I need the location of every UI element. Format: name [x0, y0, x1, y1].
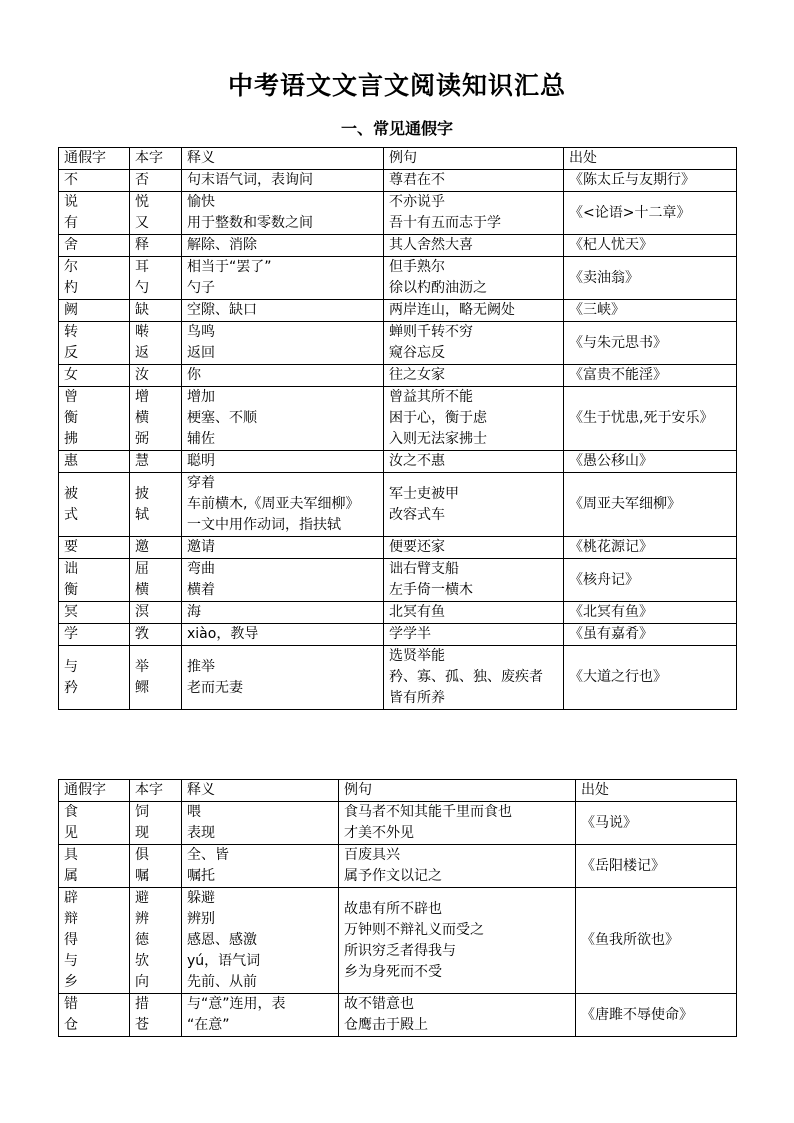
cell-liju: [384, 170, 564, 192]
cell-liju-line: 汝之不惠: [389, 453, 445, 469]
cell-tongjiazi-line: 见: [64, 825, 78, 841]
cell-benzi-line: 饲: [135, 804, 149, 820]
cell-liju: [339, 802, 576, 845]
header-benzi: 本字: [130, 148, 182, 170]
cell-benzi: [130, 646, 182, 710]
table-row: [59, 192, 737, 235]
table-row: [59, 322, 737, 365]
cell-benzi-line: 横: [135, 582, 149, 598]
cell-shiyi: [182, 559, 384, 602]
cell-tongjiazi-line: 学: [64, 626, 78, 642]
cell-chuchu: 《富贵不能淫》: [564, 365, 737, 387]
cell-tongjiazi-line: 冥: [64, 604, 78, 620]
cell-tongjiazi-line: 矜: [64, 679, 78, 696]
cell-benzi-line: 返: [135, 345, 149, 361]
cell-shiyi-line: 你: [187, 367, 201, 383]
cell-liju-line: 百废具兴: [344, 847, 400, 863]
cell-liju: [384, 365, 564, 387]
cell-shiyi-line: 聪明: [187, 453, 215, 469]
cell-benzi: [130, 994, 182, 1037]
cell-tongjiazi-line: 得: [64, 932, 78, 948]
cell-chuchu: 《鱼我所欲也》: [576, 888, 737, 994]
cell-shiyi: [182, 300, 384, 322]
cell-tongjiazi-line: 乡: [64, 974, 78, 990]
cell-shiyi: [182, 451, 384, 473]
cell-benzi-line: 慧: [135, 453, 149, 469]
cell-chuchu: 《岳阳楼记》: [576, 845, 737, 888]
cell-benzi-line: 现: [135, 825, 149, 841]
cell-tongjiazi-line: 杓: [64, 280, 78, 296]
cell-shiyi-line: 辅佐: [187, 431, 215, 447]
cell-shiyi-line: 躲避: [187, 890, 215, 906]
cell-benzi: [130, 257, 182, 300]
cell-liju-line: 乡为身死而不受: [344, 963, 442, 980]
cell-benzi-line: 敩: [135, 626, 149, 642]
cell-benzi-line: 避: [135, 890, 149, 906]
cell-chuchu: 《愚公移山》: [564, 451, 737, 473]
cell-benzi: [130, 170, 182, 192]
cell-chuchu: 《与朱元思书》: [564, 322, 737, 365]
cell-shiyi-line: 句末语气词，表询问: [187, 172, 313, 188]
cell-tongjiazi-line: 错: [64, 996, 78, 1012]
cell-shiyi-line: 表现: [187, 825, 215, 841]
cell-liju-line: 蝉则千转不穷: [389, 324, 473, 340]
cell-tongjiazi-line: 惠: [64, 453, 78, 469]
cell-benzi: [130, 802, 182, 845]
table-row: [59, 646, 737, 710]
cell-shiyi-line: yú，语气词: [187, 953, 261, 969]
cell-benzi-line: 苍: [135, 1017, 149, 1033]
cell-shiyi-line: 车前横木,《周亚夫军细柳》: [187, 496, 360, 512]
cell-tongjiazi: [59, 170, 130, 192]
cell-liju-line: 诎右臂支船: [389, 561, 459, 577]
cell-liju-line: 才美不外见: [344, 825, 414, 841]
cell-chuchu: 《三峡》: [564, 300, 737, 322]
cell-tongjiazi: [59, 537, 130, 559]
section-heading: 一、常见通假字: [340, 119, 453, 138]
cell-liju-line: 但手熟尔: [389, 259, 445, 275]
cell-shiyi-line: 增加: [187, 389, 215, 405]
table-row: [59, 602, 737, 624]
cell-benzi-line: 增: [135, 389, 149, 405]
cell-liju-line: 其人舍然大喜: [389, 237, 473, 253]
cell-benzi: [130, 322, 182, 365]
cell-benzi: [130, 192, 182, 235]
cell-chuchu: 《杞人忧天》: [564, 235, 737, 257]
cell-liju: [384, 322, 564, 365]
cell-shiyi: [182, 387, 384, 451]
table-row: [59, 537, 737, 559]
cell-shiyi-line: 愉快: [187, 194, 215, 210]
cell-liju-line: 入则无法家拂士: [389, 431, 487, 447]
cell-shiyi-line: 空隙、缺口: [187, 302, 257, 318]
cell-tongjiazi: [59, 624, 130, 646]
cell-liju-line: 吾十有五而志于学: [389, 215, 501, 231]
table-row: [59, 451, 737, 473]
cell-shiyi: [182, 473, 384, 537]
cell-benzi-line: 嘱: [135, 868, 149, 884]
cell-benzi: [130, 473, 182, 537]
cell-benzi: [130, 888, 182, 994]
header-row: [59, 780, 737, 802]
cell-tongjiazi: [59, 300, 130, 322]
cell-benzi-line: 悦: [135, 194, 149, 210]
cell-liju-line: 故患有所不辟也: [344, 900, 442, 917]
cell-benzi: [130, 845, 182, 888]
cell-tongjiazi-line: 属: [64, 868, 78, 884]
cell-benzi-line: 措: [135, 996, 149, 1012]
cell-shiyi-line: 嘱托: [187, 868, 215, 884]
cell-tongjiazi: [59, 365, 130, 387]
cell-tongjiazi: [59, 257, 130, 300]
cell-tongjiazi-line: 拂: [64, 431, 78, 447]
cell-liju: [384, 602, 564, 624]
cell-shiyi: [182, 994, 339, 1037]
cell-tongjiazi-line: 反: [64, 345, 78, 361]
cell-chuchu: 《大道之行也》: [564, 646, 737, 710]
cell-liju-line: 仓鹰击于殿上: [344, 1017, 428, 1033]
cell-shiyi-line: 用于整数和零数之间: [187, 215, 313, 231]
cell-liju: [384, 646, 564, 710]
cell-shiyi-line: 勺子: [187, 280, 215, 296]
cell-shiyi-line: 与“意”连用，表: [187, 996, 286, 1012]
cell-tongjiazi: [59, 602, 130, 624]
cell-chuchu: 《北冥有鱼》: [564, 602, 737, 624]
table-row: [59, 994, 737, 1037]
cell-shiyi-line: 穿着: [187, 475, 215, 491]
cell-benzi: [130, 300, 182, 322]
cell-liju-line: 不亦说乎: [389, 194, 445, 210]
table-row: [59, 300, 737, 322]
cell-tongjiazi-line: 具: [64, 847, 78, 863]
cell-shiyi: [182, 888, 339, 994]
cell-benzi-line: 披: [135, 485, 149, 502]
cell-tongjiazi: [59, 473, 130, 537]
cell-tongjiazi: [59, 387, 130, 451]
cell-liju: [384, 473, 564, 537]
cell-shiyi-line: 弯曲: [187, 561, 215, 577]
cell-shiyi-line: 鸟鸣: [187, 324, 215, 340]
cell-liju-line: 食马者不知其能千里而食也: [344, 804, 512, 820]
cell-liju-line: 困于心，衡于虑: [389, 410, 487, 426]
cell-chuchu: 《<论语>十二章》: [564, 192, 737, 235]
cell-tongjiazi: [59, 451, 130, 473]
cell-liju: [384, 192, 564, 235]
cell-shiyi-line: 解除、消除: [187, 237, 257, 253]
tongjiazi-table-1: [58, 147, 737, 710]
cell-chuchu: 《陈太丘与友期行》: [564, 170, 737, 192]
table-row: [59, 235, 737, 257]
cell-shiyi: [182, 257, 384, 300]
cell-benzi-line: 勺: [135, 280, 149, 296]
cell-shiyi-line: 推举: [187, 658, 215, 675]
table-row: [59, 170, 737, 192]
cell-tongjiazi-line: 曾: [64, 389, 78, 405]
cell-liju-line: 属予作文以记之: [344, 868, 442, 884]
table-row: [59, 473, 737, 537]
cell-tongjiazi-line: 说: [64, 194, 78, 210]
cell-shiyi-line: 辨别: [187, 911, 215, 927]
cell-tongjiazi-line: 与: [64, 953, 78, 969]
header-row: [59, 148, 737, 170]
cell-shiyi: [182, 646, 384, 710]
cell-benzi-line: 俱: [135, 847, 149, 863]
cell-liju-line: 改容式车: [389, 506, 445, 523]
header-tongjiazi: 通假字: [59, 148, 130, 170]
cell-benzi-line: 汝: [135, 367, 149, 383]
cell-liju: [339, 888, 576, 994]
cell-liju-line: 北冥有鱼: [389, 604, 445, 620]
cell-benzi-line: 否: [135, 172, 149, 188]
cell-shiyi-line: 返回: [187, 345, 215, 361]
header-chuchu: 出处: [576, 780, 737, 802]
cell-liju-line: 便要还家: [389, 539, 445, 555]
cell-liju-line: 皆有所养: [389, 690, 445, 706]
cell-benzi-line: 邀: [135, 539, 149, 555]
cell-shiyi-line: 海: [187, 604, 201, 620]
cell-tongjiazi-line: 有: [64, 215, 78, 231]
header-shiyi: 释义: [182, 780, 339, 802]
cell-chuchu: 《生于忧患,死于安乐》: [564, 387, 737, 451]
table-row: [59, 888, 737, 994]
cell-benzi: [130, 451, 182, 473]
cell-liju-line: 左手倚一横木: [389, 582, 473, 598]
table-row: [59, 387, 737, 451]
header-shiyi: 释义: [182, 148, 384, 170]
cell-benzi-line: 又: [135, 215, 149, 231]
cell-chuchu: 《马说》: [576, 802, 737, 845]
cell-shiyi: [182, 192, 384, 235]
cell-liju: [339, 994, 576, 1037]
cell-chuchu: 《卖油翁》: [564, 257, 737, 300]
cell-shiyi-line: xiào，教导: [187, 626, 259, 642]
cell-benzi-line: 欤: [135, 953, 149, 969]
cell-tongjiazi-line: 与: [64, 658, 78, 675]
cell-tongjiazi-line: 辩: [64, 911, 78, 927]
cell-shiyi: [182, 845, 339, 888]
cell-benzi-line: 缺: [135, 302, 149, 318]
cell-tongjiazi-line: 尔: [64, 259, 78, 275]
cell-liju: [384, 451, 564, 473]
cell-liju-line: 两岸连山，略无阙处: [389, 302, 515, 318]
cell-shiyi: [182, 365, 384, 387]
cell-shiyi-line: 全、皆: [187, 847, 229, 863]
header-tongjiazi: 通假字: [59, 780, 130, 802]
cell-liju: [384, 624, 564, 646]
cell-liju-line: 选贤举能: [389, 648, 445, 664]
cell-benzi: [130, 537, 182, 559]
cell-benzi-line: 向: [135, 974, 149, 990]
cell-benzi-line: 德: [135, 932, 149, 948]
cell-liju: [384, 257, 564, 300]
cell-shiyi-line: 相当于“罢了”: [187, 259, 272, 275]
cell-benzi: [130, 559, 182, 602]
cell-shiyi: [182, 624, 384, 646]
cell-liju-line: 军士吏被甲: [389, 485, 459, 502]
cell-liju-line: 曾益其所不能: [389, 389, 473, 405]
cell-tongjiazi: [59, 802, 130, 845]
cell-tongjiazi-line: 转: [64, 324, 78, 340]
cell-liju-line: 尊君在不: [389, 172, 445, 188]
cell-tongjiazi-line: 仓: [64, 1017, 78, 1033]
cell-liju-line: 往之女家: [389, 367, 445, 383]
cell-benzi-line: 举: [135, 658, 149, 675]
tongjiazi-table-2: [58, 779, 737, 1037]
cell-tongjiazi-line: 被: [64, 485, 78, 502]
cell-shiyi: [182, 235, 384, 257]
cell-liju: [384, 387, 564, 451]
cell-benzi: [130, 387, 182, 451]
cell-tongjiazi-line: 辟: [64, 890, 78, 906]
cell-shiyi: [182, 802, 339, 845]
cell-benzi-line: 屈: [135, 561, 149, 577]
cell-tongjiazi-line: 舍: [64, 237, 78, 253]
cell-liju-line: 所识穷乏者得我与: [344, 942, 456, 959]
cell-liju: [384, 537, 564, 559]
cell-liju-line: 学学半: [389, 626, 431, 642]
cell-tongjiazi-line: 衡: [64, 410, 78, 426]
cell-tongjiazi: [59, 646, 130, 710]
cell-tongjiazi-line: 阙: [64, 302, 78, 318]
cell-tongjiazi-line: 要: [64, 539, 78, 555]
cell-shiyi: [182, 170, 384, 192]
cell-tongjiazi: [59, 235, 130, 257]
cell-shiyi: [182, 602, 384, 624]
page-title: 中考语文文言文阅读知识汇总: [227, 71, 566, 100]
cell-liju-line: 矜、寡、孤、独、废疾者: [389, 669, 543, 685]
cell-liju-line: 万钟则不辩礼义而受之: [344, 921, 484, 938]
cell-benzi-line: 释: [135, 237, 149, 253]
cell-tongjiazi: [59, 888, 130, 994]
cell-tongjiazi-line: 诎: [64, 561, 78, 577]
header-benzi: 本字: [130, 780, 182, 802]
cell-liju: [384, 235, 564, 257]
cell-benzi-line: 啭: [135, 324, 149, 340]
table-row: [59, 624, 737, 646]
cell-benzi: [130, 235, 182, 257]
cell-shiyi: [182, 537, 384, 559]
cell-shiyi-line: 老而无妻: [187, 679, 243, 696]
cell-tongjiazi-line: 不: [64, 172, 78, 188]
cell-shiyi: [182, 322, 384, 365]
cell-benzi-line: 溟: [135, 604, 149, 620]
cell-tongjiazi-line: 式: [64, 506, 78, 523]
cell-shiyi-line: “在意”: [187, 1017, 230, 1033]
cell-liju: [339, 845, 576, 888]
cell-benzi-line: 辨: [135, 911, 149, 927]
cell-liju: [384, 300, 564, 322]
cell-liju-line: 徐以杓酌油沥之: [389, 280, 487, 296]
table-row: [59, 365, 737, 387]
cell-tongjiazi: [59, 322, 130, 365]
cell-chuchu: 《周亚夫军细柳》: [564, 473, 737, 537]
cell-benzi: [130, 624, 182, 646]
cell-chuchu: 《桃花源记》: [564, 537, 737, 559]
cell-shiyi-line: 喂: [187, 804, 201, 820]
cell-tongjiazi: [59, 192, 130, 235]
cell-chuchu: 《唐雎不辱使命》: [576, 994, 737, 1037]
cell-chuchu: 《虽有嘉肴》: [564, 624, 737, 646]
cell-benzi-line: 弼: [135, 431, 149, 447]
table-row: [59, 802, 737, 845]
cell-tongjiazi: [59, 994, 130, 1037]
table-row: [59, 257, 737, 300]
table-row: [59, 559, 737, 602]
cell-tongjiazi: [59, 845, 130, 888]
cell-benzi: [130, 365, 182, 387]
cell-tongjiazi-line: 食: [64, 804, 78, 820]
cell-shiyi-line: 梗塞、不顺: [187, 410, 257, 426]
header-liju: 例句: [339, 780, 576, 802]
header-chuchu: 出处: [564, 148, 737, 170]
cell-benzi-line: 横: [135, 410, 149, 426]
cell-benzi: [130, 602, 182, 624]
cell-shiyi-line: 横着: [187, 582, 215, 598]
cell-tongjiazi-line: 衡: [64, 582, 78, 598]
cell-shiyi-line: 先前、从前: [187, 974, 257, 990]
cell-liju-line: 故不错意也: [344, 996, 414, 1012]
cell-shiyi-line: 感恩、感激: [187, 932, 257, 948]
table-row: [59, 845, 737, 888]
cell-shiyi-line: 一文中用作动词，指扶轼: [187, 517, 341, 533]
cell-benzi-line: 耳: [135, 259, 149, 275]
cell-liju: [384, 559, 564, 602]
header-liju: 例句: [384, 148, 564, 170]
cell-tongjiazi: [59, 559, 130, 602]
cell-liju-line: 窥谷忘反: [389, 345, 445, 361]
cell-chuchu: 《核舟记》: [564, 559, 737, 602]
cell-benzi-line: 轼: [135, 506, 149, 523]
cell-tongjiazi-line: 女: [64, 367, 78, 383]
cell-shiyi-line: 邀请: [187, 539, 215, 555]
cell-benzi-line: 鳏: [135, 679, 149, 696]
